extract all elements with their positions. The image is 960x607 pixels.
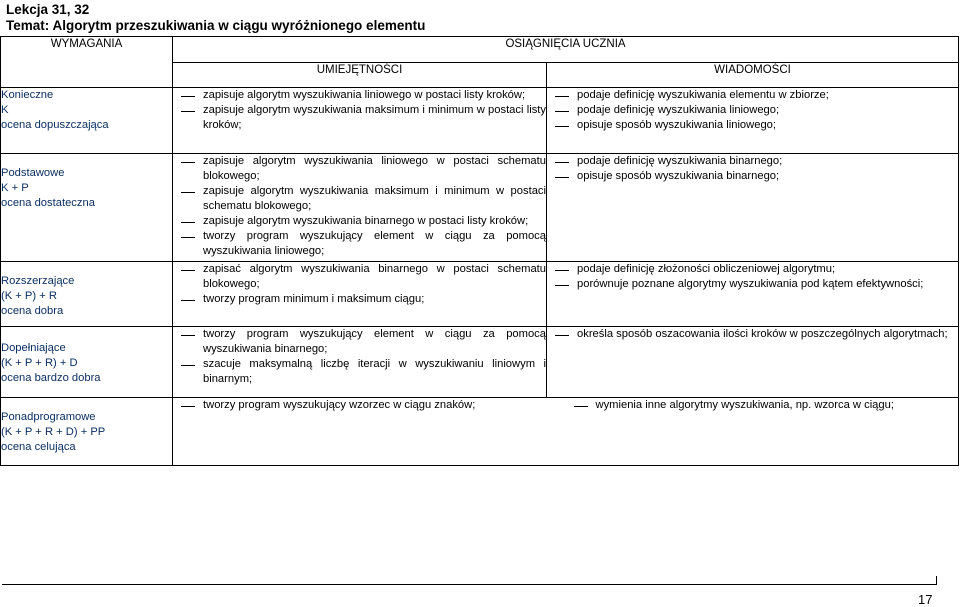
knowledge-cell <box>547 262 959 327</box>
dash-bullet-icon <box>173 327 203 342</box>
table-row <box>1 88 959 154</box>
dash-bullet-icon <box>547 118 577 133</box>
level-cell <box>1 88 173 154</box>
lesson-header <box>6 2 425 34</box>
list-item: zapisuje algorytm wyszukiwania liniowego w postaci schematu blokowego; <box>173 154 546 184</box>
dash-bullet-icon <box>173 262 203 277</box>
level-grade: ocena bardzo dobra <box>1 372 101 384</box>
dash-bullet-icon <box>173 357 203 372</box>
level-name: Podstawowe <box>1 167 65 179</box>
skills-cell <box>173 154 547 262</box>
requirements-table <box>0 36 959 466</box>
dash-bullet-icon <box>547 277 577 292</box>
dash-bullet-icon <box>173 292 203 307</box>
level-cell <box>1 262 173 327</box>
knowledge-header: WIADOMOŚCI <box>547 63 959 88</box>
footer-divider <box>2 584 936 585</box>
table-row <box>1 327 959 398</box>
level-code: (K + P) + R <box>1 290 57 302</box>
knowledge-cell <box>547 327 959 398</box>
level-name: Dopełniające <box>1 342 66 354</box>
dash-bullet-icon <box>566 398 596 413</box>
list-item: zapisuje algorytm wyszukiwania maksimum i minimum w postaci schematu blokowego; <box>173 184 546 214</box>
level-code: K + P <box>1 182 29 194</box>
table-row <box>1 398 959 466</box>
level-grade: ocena dopuszczająca <box>1 119 109 131</box>
level-grade: ocena celująca <box>1 441 76 453</box>
list-item: tworzy program wyszukujący element w ciągu za pomocą wyszukiwania binarnego; <box>173 327 546 357</box>
list-item: zapisuje algorytm wyszukiwania maksimum i minimum w postaci listy kroków; <box>173 103 546 133</box>
list-item: opisuje sposób wyszukiwania binarnego; <box>547 169 958 184</box>
table-row <box>1 262 959 327</box>
page-number: 17 <box>918 592 933 607</box>
level-grade: ocena dobra <box>1 305 64 317</box>
dash-bullet-icon <box>547 169 577 184</box>
list-item: wymienia inne algorytmy wyszukiwania, np. wzorca w ciągu; <box>566 398 959 413</box>
level-cell <box>1 398 173 466</box>
footer-divider-tick <box>936 576 937 585</box>
list-item: podaje definicję wyszukiwania liniowego; <box>547 103 958 118</box>
level-code: (K + P + R + D) + PP <box>1 426 106 438</box>
lesson-number: Lekcja 31, 32 <box>6 2 90 17</box>
level-name: Ponadprogramowe <box>1 411 96 423</box>
dash-bullet-icon <box>173 88 203 103</box>
dash-bullet-icon <box>547 327 577 342</box>
dash-bullet-icon <box>173 103 203 118</box>
dash-bullet-icon <box>173 184 203 199</box>
skills-cell <box>173 327 547 398</box>
list-item: szacuje maksymalną liczbę iteracji w wyszukiwaniu liniowym i binarnym; <box>173 357 546 387</box>
achievements-header: OSIĄGNIĘCIA UCZNIA <box>173 37 959 63</box>
knowledge-cell <box>547 88 959 154</box>
dash-bullet-icon <box>547 262 577 277</box>
dash-bullet-icon <box>547 103 577 118</box>
level-name: Rozszerzające <box>1 275 75 287</box>
list-item: podaje definicję wyszukiwania binarnego; <box>547 154 958 169</box>
list-item: zapisuje algorytm wyszukiwania binarnego w postaci listy kroków; <box>173 214 546 229</box>
dash-bullet-icon <box>173 154 203 169</box>
level-name: Konieczne <box>1 89 54 101</box>
table-row <box>1 154 959 262</box>
list-item: zapisuje algorytm wyszukiwania liniowego w postaci listy kroków; <box>173 88 546 103</box>
list-item: opisuje sposób wyszukiwania liniowego; <box>547 118 958 133</box>
dash-bullet-icon <box>173 229 203 244</box>
list-item: podaje definicję wyszukiwania elementu w zbiorze; <box>547 88 958 103</box>
list-item: określa sposób oszacowania ilości kroków w poszczególnych algorytmach; <box>547 327 958 342</box>
dash-bullet-icon <box>547 154 577 169</box>
skills-header: UMIEJĘTNOŚCI <box>173 63 547 88</box>
level-code: K <box>1 104 9 116</box>
level-grade: ocena dostateczna <box>1 197 95 209</box>
lesson-topic: Temat: Algorytm przeszukiwania w ciągu wyróżnionego elementu <box>6 18 426 33</box>
list-item: tworzy program minimum i maksimum ciągu; <box>173 292 546 307</box>
knowledge-cell <box>547 154 959 262</box>
list-item: podaje definicję złożoności obliczeniowej algorytmu; <box>547 262 958 277</box>
dash-bullet-icon <box>173 214 203 229</box>
list-item: tworzy program wyszukujący wzorzec w ciągu znaków; <box>173 398 566 413</box>
requirements-header: WYMAGANIA <box>1 37 173 88</box>
skills-cell <box>173 88 547 154</box>
level-cell <box>1 327 173 398</box>
list-item: zapisać algorytm wyszukiwania binarnego w postaci schematu blokowego; <box>173 262 546 292</box>
advanced-cell <box>173 398 959 466</box>
skills-cell <box>173 262 547 327</box>
level-code: (K + P + R) + D <box>1 357 78 369</box>
list-item: porównuje poznane algorytmy wyszukiwania pod kątem efektywności; <box>547 277 958 292</box>
dash-bullet-icon <box>547 88 577 103</box>
list-item: tworzy program wyszukujący element w ciągu za pomocą wyszukiwania liniowego; <box>173 229 546 259</box>
dash-bullet-icon <box>173 398 203 413</box>
level-cell <box>1 154 173 262</box>
